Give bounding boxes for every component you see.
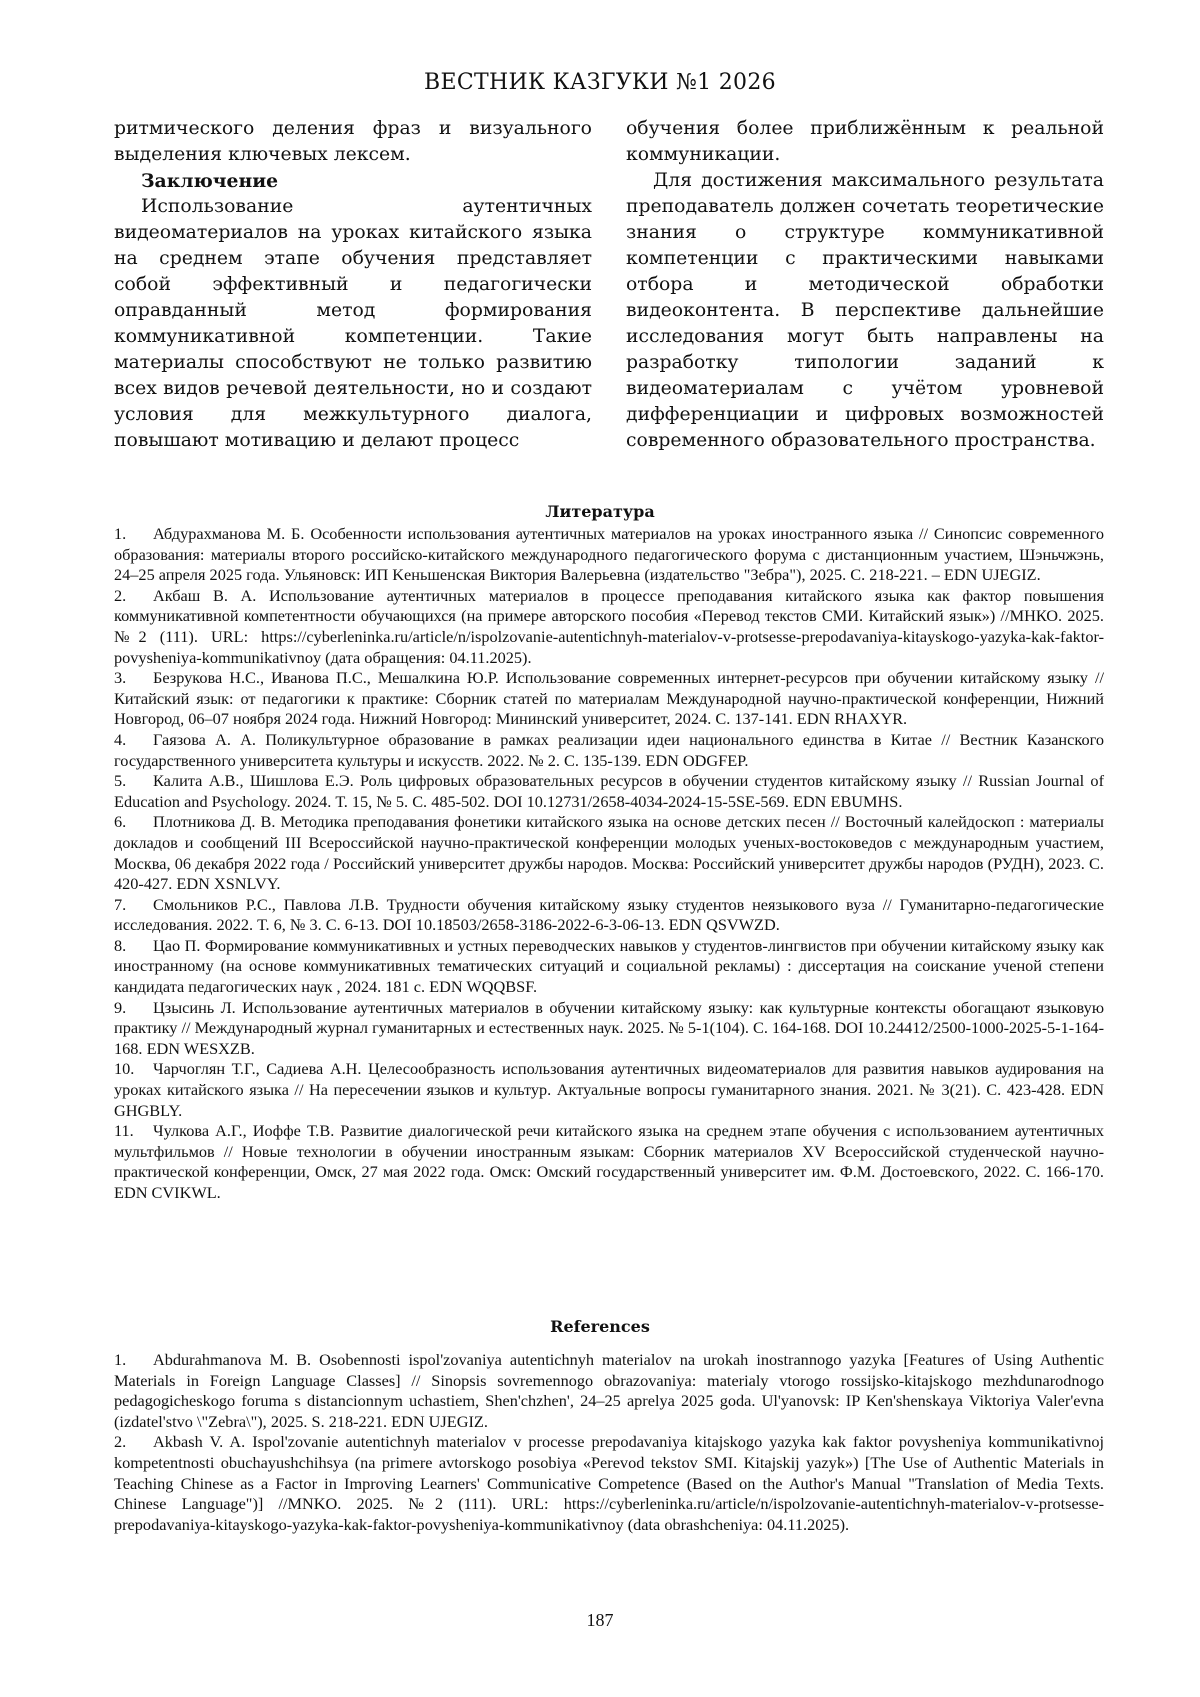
reference-text: Цзысинь Л. Использование аутентичных материалов в обучении китайскому языку: как культурные контексты обогащают языковую практику // Международный журнал гуманитарных и естественных наук. 2025. № 5-1(104). С. 164-168. DOI 10.24412/2500-1000-2025-5-1-164-168. EDN WESXZB. — [114, 997, 1104, 1058]
conclusion-heading: Заключение — [141, 170, 279, 192]
references-list — [114, 1350, 1104, 1535]
reference-number: 2. — [114, 585, 127, 605]
reference-text: Гаязова А. А. Поликультурное образование в рамках реализации идеи национального единства в Китае // Вестник Казанского государственного университета культуры и искусств. 2022. № 2. С. 135-139. EDN ODGFEP. — [114, 729, 1104, 770]
reference-text: Akbash V. A. Ispol'zovanie autentichnyh materialov v processe prepodavaniya kitajskogo yazyka kak faktor povysheniya kommunikativnoj kompetentnosti obuchayushchihsya (na primere avtorskogo posobiya «Perevod tekstov SMI. Kitajskij yazyk») [The Use of Authentic Materials in Teaching Chinese as a Factor in Improving Learners' Communicative Competence (Based on the Author's Manual "Translation of Media Texts. Chinese Language")] //MNKO. 2025. №2 (111). URL: https://cyberleninka.ru/article/n/ispolzovanie-autentichnyh-materialov-v-protsesse-prepodavaniya-kitayskogo-yazyka-kak-faktor-povysheniya-kommunikativnoy (data obrashcheniya: 04.11.2025). — [114, 1432, 1104, 1534]
right-paragraph: Для достижения максимального результата преподаватель должен сочетать теоретические знания о структуре коммуникативной компетенции с практическими навыками отбора и методической обработки видеоконтента. В перспективе дальнейшие исследования могут быть направлены на разработку типологии заданий к видеоматериалам с учётом уровневой дифференциации и цифровых возможностей современного образовательного пространства. — [626, 170, 1104, 451]
reference-number: 1. — [114, 1350, 127, 1369]
reference-number: 4. — [114, 729, 127, 749]
reference-item — [114, 1121, 1104, 1203]
reference-number: 5. — [114, 771, 127, 791]
reference-item — [114, 524, 1104, 586]
reference-item — [114, 771, 1104, 812]
reference-text: Безрукова Н.С., Иванова П.С., Мешалкина Ю.Р. Использование современных интернет-ресурсов при обучении китайскому языку // Китайский язык: от педагогики к практике: Сборник статей по материалам Международной научно-практической конференции, Нижний Новгород, 06–07 ноября 2024 года. Нижний Новгород: Мининский университет, 2024. С. 137-141. EDN RHAXYR. — [114, 668, 1104, 729]
reference-number: 1. — [114, 524, 127, 543]
reference-text: Акбаш В. А. Использование аутентичных материалов в процессе преподавания китайского языка как фактор повышения коммуникативной компетентности обучающихся (на примере авторского пособия «Перевод текстов СМИ. Китайский язык») //МНКО. 2025. №2 (111). URL: https://cyberleninka.ru/article/n/ispolzovanie-autentichnyh-materialov-v-protsesse-prepodavaniya-kitayskogo-yazyka-kak-faktor-povysheniya-kommunikativnoy (дата обращения: 04.11.2025). — [114, 585, 1104, 667]
reference-number: 6. — [114, 812, 127, 832]
reference-item — [114, 1059, 1104, 1121]
right-paragraph-continued: обучения более приближённым к реальной коммуникации. — [626, 118, 1104, 165]
reference-text: Abdurahmanova M. B. Osobennosti ispol'zovaniya autentichnyh materialov na urokah inostrannogo yazyka [Features of Using Authentic Materials in Foreign Language Classes] // Sinopsis sovremennogo obrazovaniya: materialy vtorogo rossijsko-kitajskogo mezhdunarodnogo pedagogicheskogo foruma s distancionnym uchastiem, Shen'chzhen', 24–25 aprelya 2025 goda. Ul'yanovsk: IP Ken'shenskaya Viktoriya Valer'evna (izdatel'stvo \"Zebra\"), 2025. S. 218-221. EDN UJEGIZ. — [114, 1350, 1104, 1431]
reference-number: 9. — [114, 997, 127, 1017]
reference-item — [114, 812, 1104, 894]
reference-text: Калита А.В., Шишлова Е.Э. Роль цифровых образовательных ресурсов в обучении студентов китайскому языку // Russian Journal of Education and Psychology. 2024. Т. 15, № 5. С. 485-502. DOI 10.12731/2658-4034-2024-15-5SE-569. EDN EBUMHS. — [114, 771, 1104, 811]
reference-text: Чарчоглян Т.Г., Садиева А.Н. Целесообразность использования аутентичных видеоматериалов для развития навыков аудирования на уроках китайского языка // На пересечении языков и культур. Актуальные вопросы гуманитарного знания. 2021. № 3(21). С. 423-428. EDN GHGBLY. — [114, 1059, 1104, 1120]
literature-list — [114, 524, 1104, 1204]
right-column — [626, 116, 1104, 454]
reference-item — [114, 1350, 1104, 1432]
reference-text: Абдурахманова М. Б. Особенности использования аутентичных материалов на уроках иностранного языка // Синопсис современного образования: материалы второго российско-китайского международного педагогического форума с дистанционным участием, Шэньчжэнь, 24–25 апреля 2025 года. Ульяновск: ИП Keньшенская Виктория Валерьевна (издательство "Зебра"), 2025. С. 218-221. – EDN UJEGIZ. — [114, 524, 1104, 585]
reference-text: Плотникова Д. В. Методика преподавания фонетики китайского языка на основе детских песен // Восточный калейдоскоп : материалы докладов и сообщений III Всероссийской научно-практической конференции молодых ученых-востоковедов с международным участием, Москва, 06 декабря 2022 года / Российский университет дружбы народов. Москва: Российский университет дружбы народов (РУДН), 2023. С. 420-427. EDN XSNLVY. — [114, 812, 1104, 894]
body-columns — [114, 116, 1104, 454]
reference-number: 10. — [114, 1059, 135, 1079]
reference-text: Смольников Р.С., Павлова Л.В. Трудности обучения китайскому языку студентов неязыкового вуза // Гуманитарно-педагогические исследования. 2022. Т. 6, № 3. С. 6-13. DOI 10.18503/2658-3186-2022-6-3-06-13. EDN QSVWZD. — [114, 894, 1104, 935]
reference-text: Цао П. Формирование коммуникативных и устных переводческих навыков у студентов-лингвистов при обучении китайскому языку как иностранному (на основе коммуникативных тематических ситуаций и социальной рекламы) : диссертация на соискание ученой степени кандидата педагогических наук , 2024. 181 с. EDN WQQBSF. — [114, 935, 1104, 997]
reference-number: 11. — [114, 1121, 134, 1141]
left-column — [114, 116, 592, 454]
reference-item — [114, 895, 1104, 936]
reference-number: 2. — [114, 1432, 127, 1452]
reference-item — [114, 936, 1104, 998]
reference-item — [114, 1432, 1104, 1535]
reference-item — [114, 586, 1104, 668]
left-paragraph-continued: ритмического деления фраз и визуального выделения ключевых лексем. — [114, 118, 592, 165]
literature-title: Литература — [545, 502, 655, 521]
reference-item — [114, 730, 1104, 771]
reference-text: Чулкова А.Г., Иоффе Т.В. Развитие диалогической речи китайского языка на среднем этапе обучения с использованием аутентичных мультфильмов // Новые технологии в обучении иностранным языкам: Сборник материалов XV Всероссийской студенческой научно-практической конференции, Омск, 27 мая 2022 года. Омск: Омский государственный университет им. Ф.М. Достоевского, 2022. С. 166-170. EDN CVIKWL. — [114, 1121, 1104, 1202]
conclusion-paragraph: Использование аутентичных видеоматериалов на уроках китайского языка на среднем этапе обучения представляет собой эффективный и педагогически оправданный метод формирования коммуникативной компетенции. Такие материалы способствуют не только развитию всех видов речевой деятельности, но и создают условия для межкультурного диалога, повышают мотивацию и делают процесс — [114, 196, 592, 451]
reference-number: 7. — [114, 894, 127, 914]
reference-number: 8. — [114, 935, 127, 955]
journal-header: ВЕСТНИК КАЗГУКИ №1 2026 — [424, 70, 776, 95]
page-number: 187 — [586, 1610, 614, 1630]
reference-number: 3. — [114, 668, 127, 688]
reference-item — [114, 998, 1104, 1060]
references-title: References — [550, 1317, 650, 1336]
reference-item — [114, 668, 1104, 730]
